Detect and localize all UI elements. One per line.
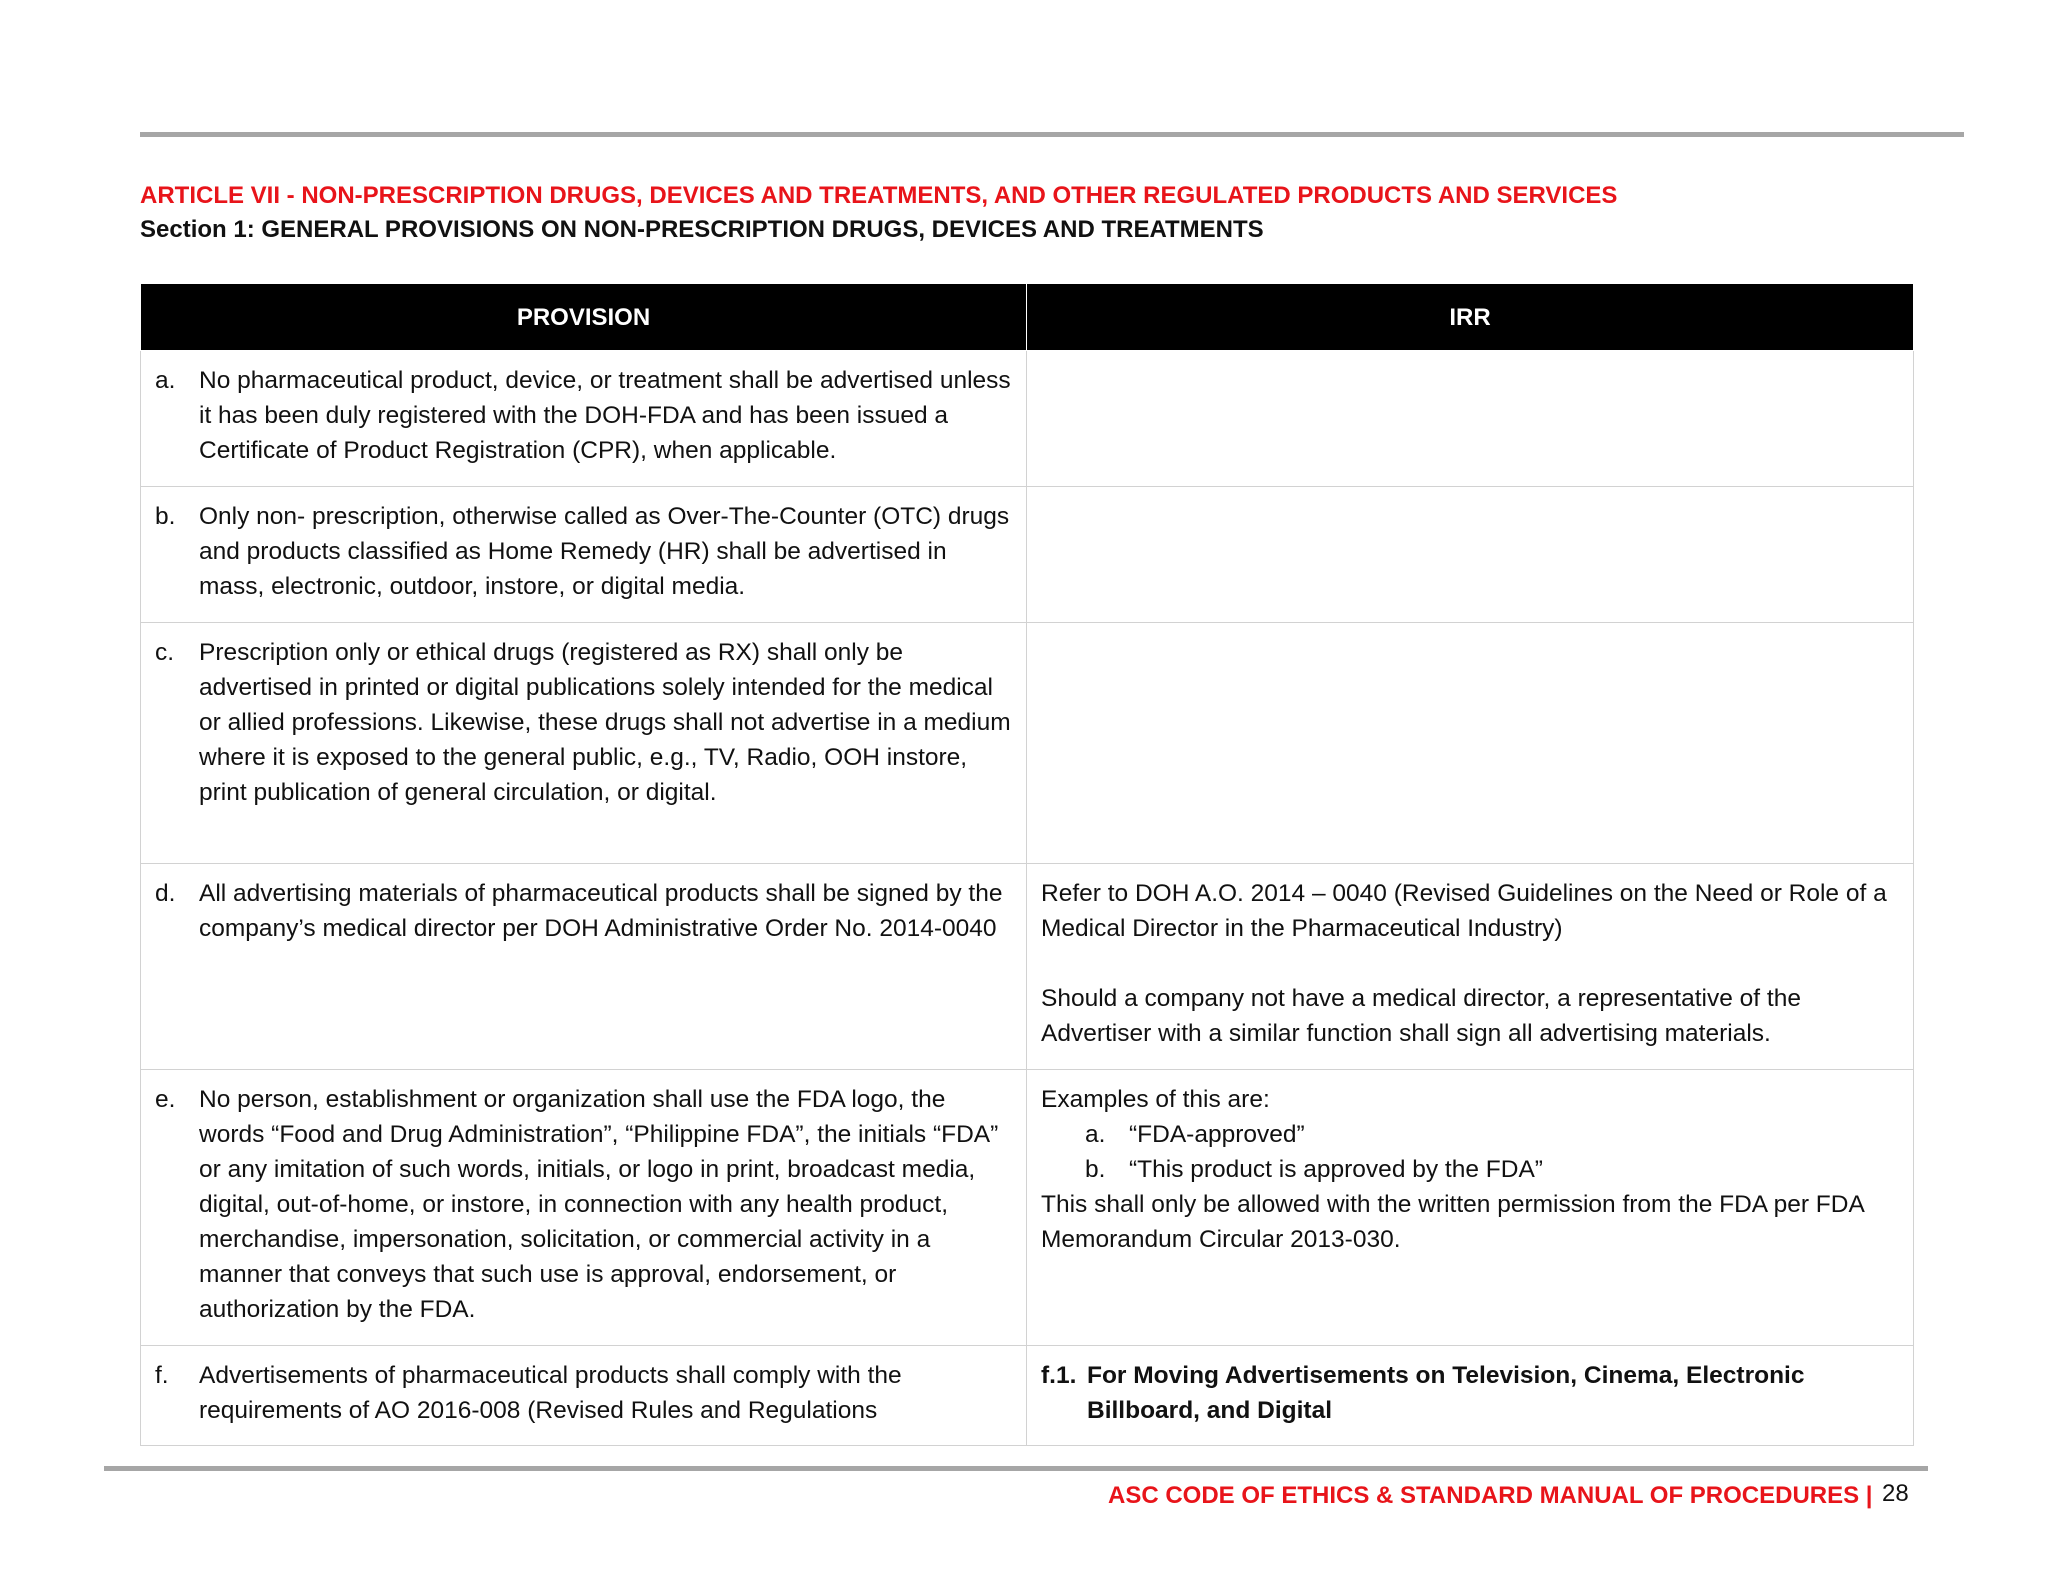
table-row: [141, 1346, 1914, 1446]
item-marker: c.: [155, 639, 175, 666]
item-marker: b.: [155, 503, 176, 530]
item-marker: d.: [155, 880, 176, 907]
example-marker: a.: [1085, 1121, 1106, 1148]
table-row: [141, 623, 1914, 864]
provision-cell: [141, 1070, 1027, 1346]
provision-text: All advertising materials of pharmaceutical products shall be signed by the company’s medical director per DOH Administrative Order No. 2014-0040: [199, 880, 1003, 942]
provisions-table: [140, 283, 1914, 1446]
example-text: “FDA-approved”: [1129, 1121, 1305, 1148]
section-title: Section 1: GENERAL PROVISIONS ON NON-PRESCRIPTION DRUGS, DEVICES AND TREATMENTS: [140, 216, 1264, 243]
irr-paragraph: This shall only be allowed with the written permission from the FDA per FDA Memorandum Circular 2013-030.: [1041, 1191, 1864, 1253]
item-marker: a.: [155, 367, 176, 394]
provision-text: No pharmaceutical product, device, or treatment shall be advertised unless it has been duly registered with the DOH-FDA and has been issued a Certificate of Product Registration (CPR), when applicable.: [199, 367, 1011, 464]
irr-paragraph: Refer to DOH A.O. 2014 – 0040 (Revised Guidelines on the Need or Role of a Medical Director in the Pharmaceutical Industry): [1041, 880, 1887, 942]
provision-text: Advertisements of pharmaceutical products shall comply with the requirements of AO 2016-008 (Revised Rules and Regulations: [199, 1362, 902, 1424]
irr-example-list: [1041, 1117, 1899, 1187]
provision-cell: [141, 487, 1027, 623]
provision-text: Prescription only or ethical drugs (registered as RX) shall only be advertised in printed or digital publications solely intended for the medical or allied professions. Likewise, these drugs shall not advertise in a medium where it is exposed to the general public, e.g., TV, Radio, OOH instore, print publication of general circulation, or digital.: [199, 639, 1011, 806]
list-item: [1041, 1117, 1899, 1152]
table-row: [141, 1070, 1914, 1346]
article-title: ARTICLE VII - NON-PRESCRIPTION DRUGS, DEVICES AND TREATMENTS, AND OTHER REGULATED PRODUCTS AND SERVICES: [140, 182, 1618, 209]
footer-divider: [104, 1466, 1928, 1471]
provision-text: Only non- prescription, otherwise called as Over-The-Counter (OTC) drugs and products classified as Home Remedy (HR) shall be advertised in mass, electronic, outdoor, instore, or digital media.: [199, 503, 1010, 600]
top-divider: [140, 132, 1964, 137]
irr-subsection-heading: For Moving Advertisements on Television, Cinema, Electronic Billboard, and Digital: [1087, 1362, 1805, 1424]
provision-text: No person, establishment or organization shall use the FDA logo, the words “Food and Drug Administration”, “Philippine FDA”, the initials “FDA” or any imitation of such words, initials, or logo in print, broadcast media, digital, out-of-home, or instore, in connection with any health product, merchandise, impersonation, solicitation, or commercial activity in a manner that conveys that such use is approval, endorsement, or authorization by the FDA.: [199, 1086, 999, 1323]
irr-subsection-marker: f.1.: [1041, 1362, 1077, 1389]
irr-cell: [1027, 1346, 1914, 1446]
irr-cell: [1027, 1070, 1914, 1346]
provision-cell: [141, 351, 1027, 487]
item-marker: f.: [155, 1362, 169, 1389]
table-row: [141, 351, 1914, 487]
table-row: [141, 487, 1914, 623]
footer-title: ASC CODE OF ETHICS & STANDARD MANUAL OF PROCEDURES |: [1108, 1482, 1873, 1509]
irr-cell: [1027, 623, 1914, 864]
irr-intro: Examples of this are:: [1041, 1086, 1270, 1113]
irr-paragraph: Should a company not have a medical director, a representative of the Advertiser with a similar function shall sign all advertising materials.: [1041, 985, 1801, 1047]
example-text: “This product is approved by the FDA”: [1129, 1156, 1543, 1183]
column-header-provision: PROVISION: [141, 284, 1027, 351]
column-header-irr: IRR: [1027, 284, 1914, 351]
irr-cell: [1027, 487, 1914, 623]
list-item: [1041, 1152, 1899, 1187]
irr-cell: [1027, 864, 1914, 1070]
provision-cell: [141, 1346, 1027, 1446]
example-marker: b.: [1085, 1156, 1106, 1183]
irr-cell: [1027, 351, 1914, 487]
provision-cell: [141, 864, 1027, 1070]
page-number: 28: [1882, 1480, 1909, 1507]
provision-cell: [141, 623, 1027, 864]
table-row: [141, 864, 1914, 1070]
table-header-row: [141, 284, 1914, 351]
item-marker: e.: [155, 1086, 176, 1113]
